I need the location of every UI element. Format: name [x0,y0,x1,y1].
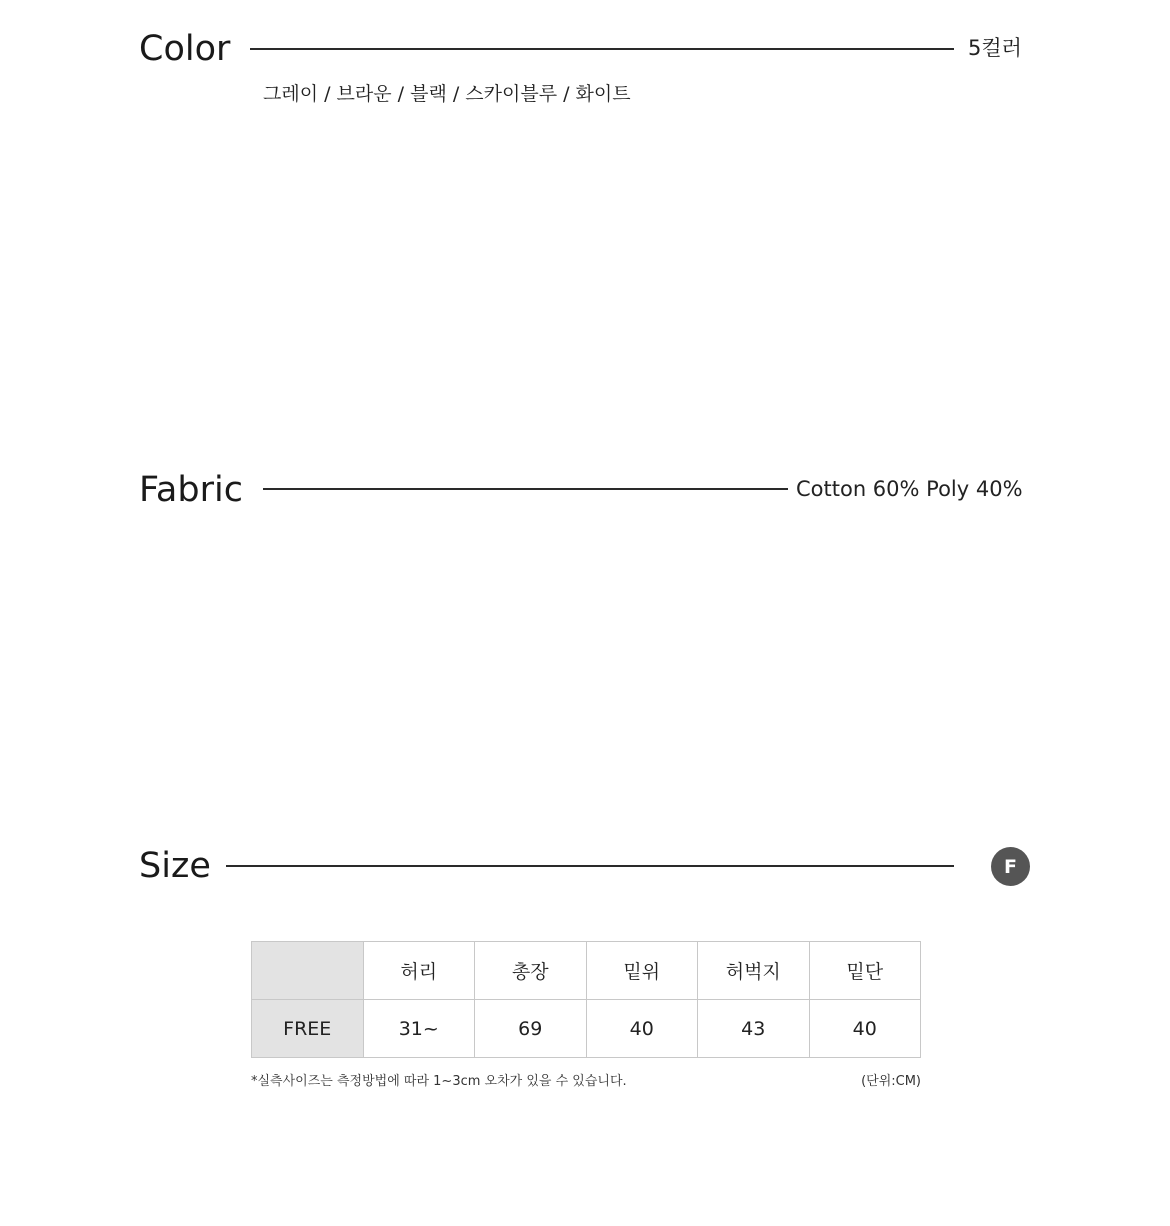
hem-value-cell: 40 [809,1000,921,1058]
fabric-composition: Cotton 60% Poly 40% [796,477,1023,501]
size-table-header-row [252,942,921,1000]
length-value-cell: 69 [475,1000,587,1058]
size-table-header-hem: 밑단 [809,942,921,1000]
size-label-cell: FREE [252,1000,364,1058]
size-heading: Size [139,846,211,886]
measurement-note: *실측사이즈는 측정방법에 따라 1~3cm 오차가 있을 수 있습니다. [251,1074,627,1089]
fabric-heading: Fabric [139,470,243,510]
rise-value-cell: 40 [586,1000,698,1058]
color-heading: Color [139,29,231,69]
size-table [251,941,921,1058]
color-options: 그레이 / 브라운 / 블랙 / 스카이블루 / 화이트 [263,83,631,105]
size-table-header-thigh: 허벅지 [698,942,810,1000]
size-table-header-waist: 허리 [363,942,475,1000]
fabric-divider [263,488,788,490]
unit-label: (단위:CM) [861,1074,921,1089]
table-row [252,1000,921,1058]
color-count: 5컬러 [968,36,1022,60]
waist-value-cell: 31~ [363,1000,475,1058]
free-size-badge: F [991,847,1030,886]
size-table-corner-cell [252,942,364,1000]
thigh-value-cell: 43 [698,1000,810,1058]
size-table-header-length: 총장 [475,942,587,1000]
size-divider [226,865,954,867]
size-table-header-rise: 밑위 [586,942,698,1000]
color-divider [250,48,954,50]
